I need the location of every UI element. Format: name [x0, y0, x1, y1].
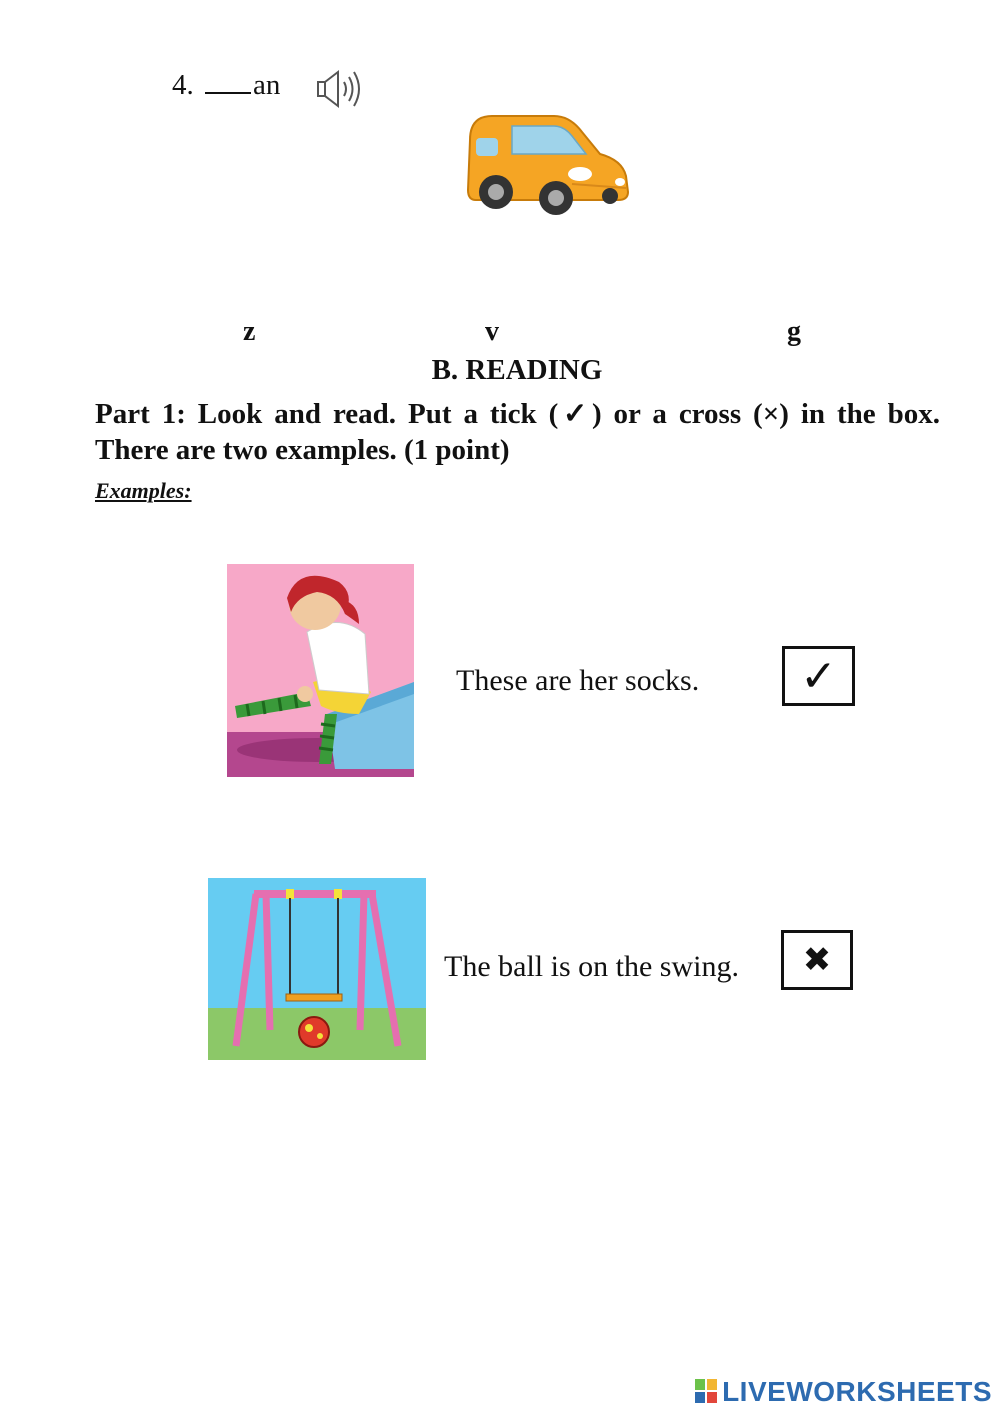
example-1-tick-box[interactable] — [782, 646, 855, 706]
question-line — [172, 66, 280, 102]
word-suffix: an — [253, 69, 281, 101]
speaker-icon[interactable] — [314, 68, 370, 110]
example-2-sentence: The ball is on the swing. — [444, 950, 739, 983]
examples-label: Examples: — [95, 478, 192, 503]
answer-blank[interactable] — [205, 66, 251, 94]
example-1-sentence: These are her socks. — [456, 664, 700, 697]
cross-icon: ✖ — [802, 940, 832, 980]
logo-text: LIVEWORKSHEETS — [722, 1376, 992, 1407]
tick-icon: ✓ — [800, 650, 837, 702]
instructions-line-2: There are two examples. (1 point) — [95, 434, 510, 466]
liveworksheets-logo — [695, 1376, 992, 1408]
example-2-cross-box[interactable] — [781, 930, 853, 990]
question-number: 4. — [172, 69, 194, 101]
choice-v[interactable]: v — [485, 316, 499, 347]
choice-z[interactable]: z — [243, 316, 256, 347]
choice-g[interactable]: g — [787, 316, 801, 347]
girl-putting-on-socks-image — [227, 564, 414, 777]
van-image — [462, 110, 634, 220]
swing-and-ball-image — [208, 878, 426, 1060]
instructions-line-1: Part 1: Look and read. Put a tick (✓) or a cross (×) in the box. — [95, 398, 940, 430]
logo-grid-icon — [695, 1379, 719, 1405]
section-title: B. READING — [431, 354, 603, 386]
